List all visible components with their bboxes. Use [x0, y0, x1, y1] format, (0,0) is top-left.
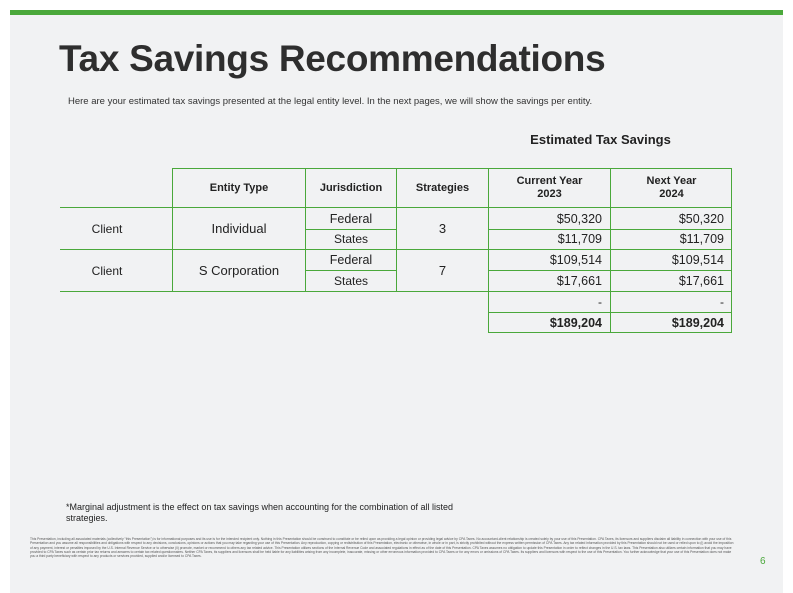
footnote: *Marginal adjustment is the effect on tax savings when accounting for the combination of all listed strategies. — [66, 502, 454, 523]
total-current: $189,204 — [549, 316, 602, 330]
header-next-year — [611, 169, 732, 207]
row-1-federal-current: $50,320 — [556, 211, 602, 226]
row-1-states-current: $11,709 — [557, 232, 602, 246]
row-1-federal-next: $50,320 — [678, 211, 724, 226]
row-2-client: Client — [91, 263, 123, 278]
header-entity-type: Entity Type — [209, 181, 269, 194]
adjustment-next: - — [720, 295, 724, 309]
row-2-states-current: $17,661 — [556, 273, 602, 288]
row-1-client: Client — [91, 221, 123, 236]
row-2-strategies: 7 — [438, 263, 447, 278]
top-accent-bar — [10, 10, 783, 15]
page-title: Tax Savings Recommendations — [59, 38, 606, 79]
total-next: $189,204 — [671, 316, 724, 330]
header-jurisdiction: Jurisdiction — [319, 181, 383, 194]
row-2-federal-current: $109,514 — [549, 253, 602, 267]
row-1-jurisdiction-federal: Federal — [329, 211, 373, 226]
header-current-year-label: Current Year — [516, 175, 583, 187]
page-number: 6 — [760, 556, 766, 567]
row-1-entity-type: Individual — [211, 221, 267, 236]
row-2-federal-next: $109,514 — [671, 253, 724, 267]
row-2-jurisdiction-states: States — [333, 273, 369, 288]
estimated-savings-header: Estimated Tax Savings — [530, 132, 671, 147]
header-current-year — [489, 169, 610, 207]
row-2-jurisdiction-federal: Federal — [329, 253, 373, 267]
header-next-year-value: 2024 — [659, 188, 684, 200]
row-2-entity-type: S Corporation — [198, 263, 280, 278]
header-next-year-label: Next Year — [646, 175, 697, 187]
intro-text: Here are your estimated tax savings presented at the legal entity level. In the next pages, we will show the savings per entity. — [68, 96, 593, 107]
header-current-year-value: 2023 — [537, 188, 562, 200]
legal-disclaimer: This Presentation, including all associated materials (collectively "this Presentation") is for informational purposes and its use is for the intended recipient only. Nothing in this Presentation should be construed to constitute or be relied upon as providing a legal opinion or providing legal advice by CPA Taxes. No accountant-client relationship is created solely by your use of this Presentation. CPA Taxes, its licensors and suppliers disclaim all liability in connection with your use of this Presentation and you assume all responsibilities and obligations with respect to any decisions, conclusions, opinions or actions that you may take regarding your use of this Presentation. Any reproduction, copying or redistribution of this Presentation, electronic or otherwise, in whole or in part, is strictly prohibited without the express written permission of CPA Taxes. Any tax related information provided by this Presentation should not be used or relied upon to (i) avoid the imposition of any payment, interest or penalties imposed by the U.S. Internal Revenue Service or to otherwise (ii) promote, market or recommend to others any tax related advice. This Presentation utilizes sections of the Internal Revenue Code and associated regulations in effect as of the date of this Presentation. CPA Taxes assumes no obligation to update this Presentation in order to reflect changes in the U.S. tax laws. This Presentation also utilizes certain information that you may have provided to CPA Taxes such as certain prior tax returns and answers to certain tax related questionnaires. Neither CPA Taxes, its suppliers and licensors shall be held liable for any liabilities arising from any incomplete, inaccurate, missing or other erroneous information provided to CPA Taxes or for any errors or omissions of CPA Taxes. Its suppliers and licensors with respect to the use of this Presentation. You further acknowledge that your use of this Presentation does not make you a third party beneficiary with respect to any products or services provided, supplied and/or licensed to CPA Taxes. — [30, 537, 734, 559]
row-1-strategies: 3 — [438, 221, 447, 236]
row-1-jurisdiction-states: States — [333, 232, 369, 246]
header-strategies: Strategies — [415, 181, 470, 194]
row-2-states-next: $17,661 — [678, 273, 724, 288]
row-1-states-next: $11,709 — [679, 232, 724, 246]
adjustment-current: - — [598, 295, 602, 309]
